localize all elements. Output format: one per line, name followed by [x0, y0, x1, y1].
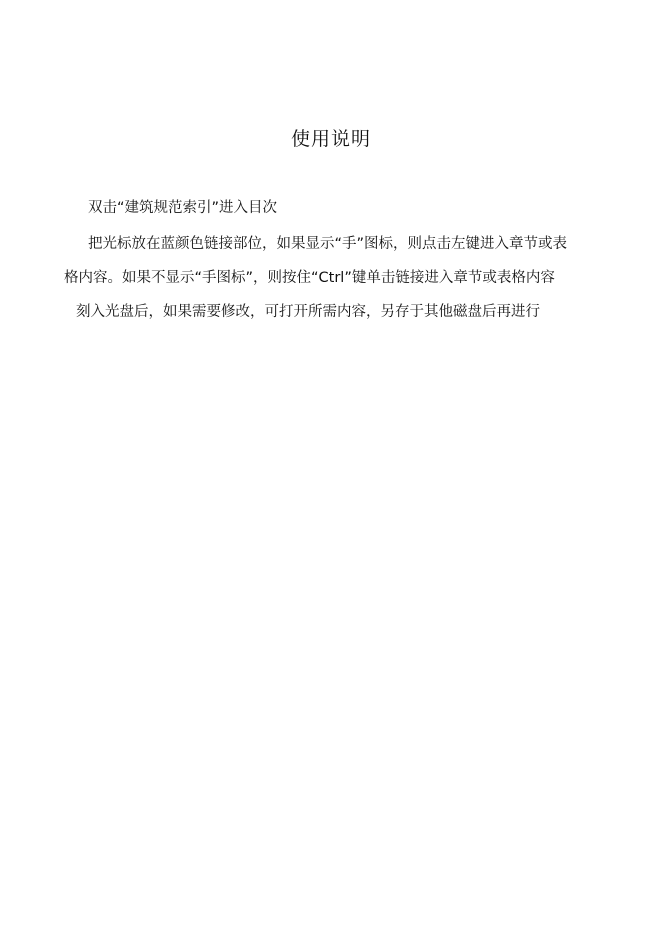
- instruction-paragraph-1: 双击“建筑规范索引”进入目次: [88, 200, 278, 216]
- page-title: 使用说明: [290, 128, 371, 150]
- instruction-paragraph-2-line-1: 把光标放在蓝颜色链接部位，如果显示“手”图标，则点击左键进入章节或表: [88, 236, 568, 252]
- instruction-paragraph-2-line-2: 格内容。如果不显示“手图标”，则按住“Ctrl”键单击链接进入章节或表格内容: [64, 270, 555, 286]
- instruction-paragraph-3: 刻入光盘后，如果需要修改，可打开所需内容，另存于其他磁盘后再进行: [76, 304, 540, 320]
